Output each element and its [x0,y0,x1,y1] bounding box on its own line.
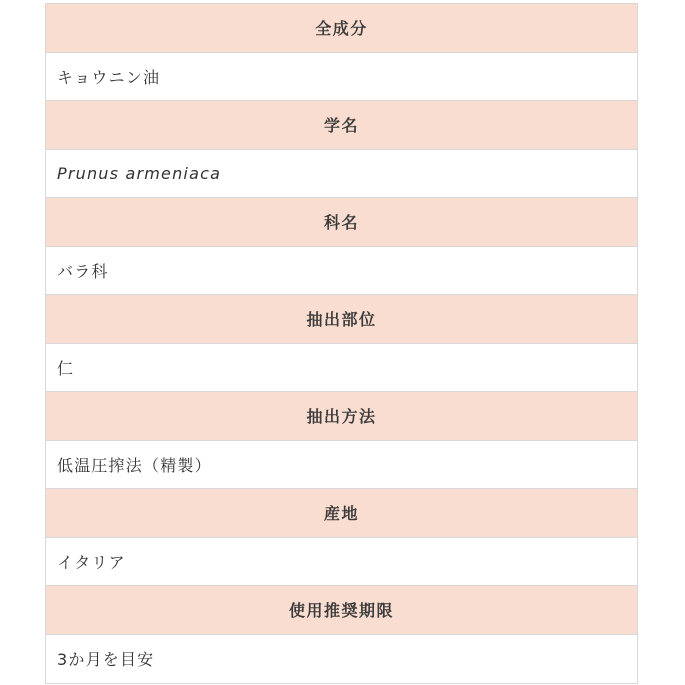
value-all-ingredients [46,53,637,102]
header-label: 科名 [323,213,359,233]
value-text: イタリア [57,552,126,572]
header-origin [46,489,637,538]
value-text: 低温圧搾法（精製） [57,455,212,475]
header-all-ingredients [46,4,637,53]
header-extraction-method [46,392,637,441]
value-scientific-name [46,150,637,199]
value-text: キョウニン油 [57,67,161,87]
value-text: 仁 [57,358,75,378]
header-label: 全成分 [315,19,368,39]
header-recommended-use-period [46,586,637,635]
header-label: 抽出部位 [306,310,377,330]
value-family [46,247,637,296]
header-label: 産地 [323,504,359,524]
value-origin [46,538,637,587]
value-extraction-part [46,344,637,393]
header-label: 抽出方法 [306,407,377,427]
product-spec-table [45,3,638,684]
value-extraction-method [46,441,637,490]
header-extraction-part [46,295,637,344]
value-text: 3か月を目安 [57,650,155,670]
value-text: バラ科 [57,261,109,281]
header-family [46,198,637,247]
header-label: 使用推奨期限 [288,601,394,621]
value-text: Prunus armeniaca [57,163,222,183]
header-scientific-name [46,101,637,150]
value-recommended-use-period [46,635,637,684]
header-label: 学名 [323,116,359,136]
